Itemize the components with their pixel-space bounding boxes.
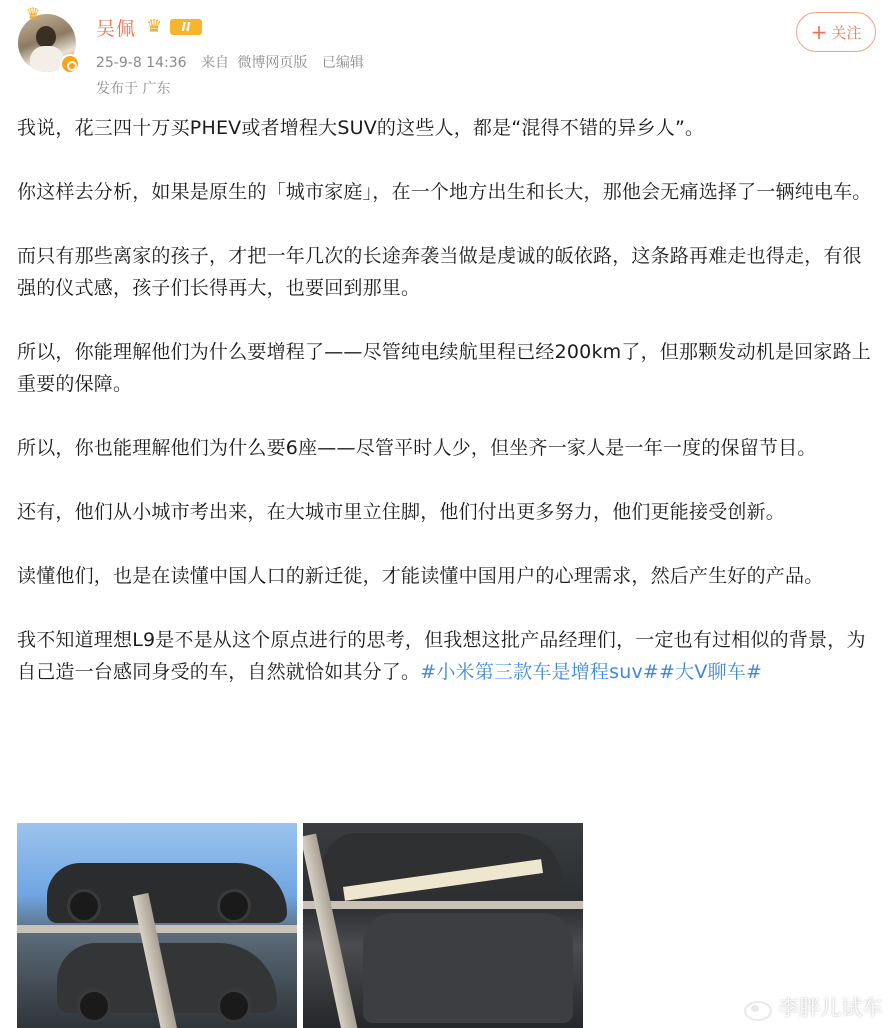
post-body [17, 112, 879, 720]
wheel-shape [67, 889, 101, 923]
post-text: 我不知道理想L9是不是从这个原点进行的思考，但我想这批产品经理们，一定也有过相似的背景，为自己造一台感同身受的车，自然就恰如其分了。 [17, 629, 866, 683]
post-paragraph: 所以，你也能理解他们为什么要6座——尽管平时人少，但坐齐一家人是一年一度的保留节目。 [17, 437, 817, 459]
post-paragraph: 读懂他们，也是在读懂中国人口的新迁徙，才能读懂中国用户的心理需求，然后产生好的产品。 [17, 565, 824, 587]
wheel-shape [217, 989, 251, 1023]
post-location: 发布于 广东 [96, 81, 171, 97]
rack-shape [17, 925, 297, 933]
hashtag-link[interactable]: #大V聊车# [659, 661, 763, 683]
post-meta [96, 52, 374, 72]
post-paragraph: 还有，他们从小城市考出来，在大城市里立住脚，他们付出更多努力，他们更能接受创新。 [17, 501, 786, 523]
source-prefix: 来自 [200, 55, 229, 71]
follow-button[interactable] [796, 12, 876, 52]
covered-car-shape [363, 913, 573, 1023]
post-paragraph-last [17, 624, 879, 688]
follow-label: 关注 [831, 23, 862, 42]
hashtag-link[interactable]: #小米第三款车是增程suv# [420, 661, 660, 683]
level-badge[interactable] [146, 17, 204, 37]
post-photo[interactable] [17, 823, 297, 1028]
post-paragraph: 你这样去分析，如果是原生的「城市家庭」，在一个地方出生和长大，那他会无痛选择了一辆纯电车。 [17, 181, 872, 203]
level-crown-icon: ♛ [146, 16, 163, 37]
post-paragraph: 我说，花三四十万买PHEV或者增程大SUV的这些人，都是“混得不错的异乡人”。 [17, 117, 705, 139]
plus-icon: + [810, 20, 828, 44]
post-date[interactable]: 25-9-8 14:36 [96, 55, 187, 71]
post-header [0, 0, 891, 100]
post-paragraph: 而只有那些离家的孩子，才把一年几次的长途奔袭当做是虔诚的皈依路，这条路再难走也得走，有很强的仪式感，孩子们长得再大，也要回到那里。 [17, 245, 862, 299]
watermark [742, 992, 883, 1022]
username[interactable]: 吴佩 [96, 18, 137, 40]
post-paragraph: 所以，你能理解他们为什么要增程了——尽管纯电续航里程已经200km了，但那颗发动机是回家路上重要的保障。 [17, 341, 871, 395]
level-tag: II [170, 19, 202, 35]
post-photos [17, 823, 587, 1028]
edited-label[interactable]: 已编辑 [321, 55, 364, 71]
rack-shape [303, 901, 583, 909]
wheel-shape [217, 889, 251, 923]
post-photo[interactable] [303, 823, 583, 1028]
post-source: 微博网页版 [237, 55, 308, 71]
weibo-logo-icon [742, 995, 772, 1019]
wheel-shape [77, 989, 111, 1023]
watermark-text: 李胖儿试车 [778, 996, 883, 1020]
verified-badge-icon [60, 54, 80, 74]
avatar-container[interactable] [18, 4, 80, 76]
crown-icon: ♛ [26, 4, 41, 23]
